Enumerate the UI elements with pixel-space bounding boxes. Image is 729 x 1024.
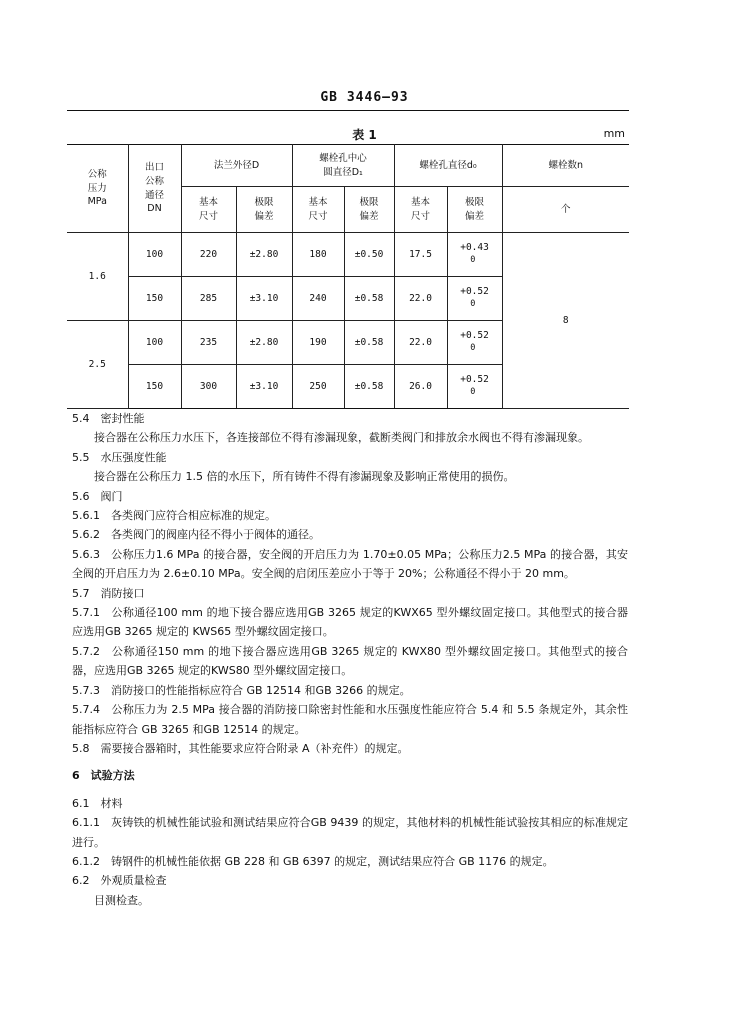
bolt-circle-tol-cell: ±0.58 bbox=[344, 321, 394, 365]
bolt-circle-tol-cell: ±0.58 bbox=[344, 365, 394, 409]
limit-deviation-header: 极限 偏差 bbox=[344, 187, 394, 233]
bolt-circle-cell: 190 bbox=[292, 321, 344, 365]
body-paragraph: 接合器在公称压力 1.5 倍的水压下，所有铸件不得有渗漏现象及影响正常使用的损伤。 bbox=[94, 470, 515, 484]
dn-cell: 100 bbox=[128, 321, 181, 365]
clause: 5.8 需要接合器箱时，其性能要求应符合附录 A（补充件）的规定。 bbox=[72, 741, 409, 755]
limit-deviation-header: 极限 偏差 bbox=[236, 187, 292, 233]
header-rule bbox=[67, 110, 629, 111]
basic-size-header: 基本 尺寸 bbox=[292, 187, 344, 233]
flange-od-tol-cell: ±2.80 bbox=[236, 321, 292, 365]
clause: 5.7.4 公称压力为 2.5 MPa 接合器的消防接口除密封性能和水压强度性能应符合 5.4 和 5.5 条规定外，其余性能指标应符合 GB 3265 和GB 12514 的规定。 bbox=[72, 703, 628, 736]
document-body bbox=[72, 409, 628, 910]
clause: 5.7.1 公称通径100 mm 的地下接合器应选用GB 3265 规定的KWX65 型外螺纹固定接口。其他型式的接合器应选用GB 3265 规定的 KWS65 型外螺纹固定接口。 bbox=[72, 606, 628, 639]
basic-size-header: 基本 尺寸 bbox=[394, 187, 447, 233]
clause: 5.6.2 各类阀门的阀座内径不得小于阀体的通径。 bbox=[72, 528, 320, 542]
section-heading: 5.4 密封性能 bbox=[72, 412, 145, 425]
bolt-hole-cell: 22.0 bbox=[394, 321, 447, 365]
bolt-circle-tol-cell: ±0.58 bbox=[344, 277, 394, 321]
flange-dimension-table bbox=[67, 144, 629, 409]
flange-od-tol-cell: ±3.10 bbox=[236, 365, 292, 409]
unit-piece-header: 个 bbox=[502, 187, 629, 233]
table-units: mm bbox=[603, 127, 625, 140]
bolt-hole-tol-cell: +0.52 0 bbox=[447, 365, 502, 409]
clause: 5.6.1 各类阀门应符合相应标准的规定。 bbox=[72, 509, 276, 523]
clause: 5.6.3 公称压力1.6 MPa 的接合器，安全阀的开启压力为 1.70±0.05 MPa；公称压力2.5 MPa 的接合器，其安全阀的开启压力为 2.6±0.10 MPa。安全阀的启闭压差应小于等于 20%；公称通径不得小于 20 mm。 bbox=[72, 547, 628, 581]
bolt-hole-cell: 26.0 bbox=[394, 365, 447, 409]
clause: 6.1.1 灰铸铁的机械性能试验和测试结果应符合GB 9439 的规定，其他材料的机械性能试验按其相应的标准规定进行。 bbox=[72, 816, 628, 849]
dn-cell: 150 bbox=[128, 277, 181, 321]
dn-header: 出口 公称 通径 DN bbox=[128, 145, 181, 233]
table-caption: 表 1 bbox=[352, 128, 377, 142]
clause: 6.1.2 铸钢件的机械性能依据 GB 228 和 GB 6397 的规定，测试结果应符合 GB 1176 的规定。 bbox=[72, 854, 554, 868]
section-heading: 6.1 材料 bbox=[72, 796, 123, 810]
section-heading: 6.2 外观质量检查 bbox=[72, 874, 167, 888]
section-heading: 5.6 阀门 bbox=[72, 489, 123, 503]
chapter-heading: 6 试验方法 bbox=[72, 769, 135, 783]
bolt-hole-tol-cell: +0.43 0 bbox=[447, 233, 502, 277]
clause: 5.7.2 公称通径150 mm 的地下接合器应选用GB 3265 规定的 KWX80 型外螺纹固定接口。其他型式的接合器，应选用GB 3265 规定的KWS80 型外螺纹固定接口。 bbox=[72, 644, 628, 678]
section-heading: 5.7 消防接口 bbox=[72, 586, 145, 600]
bolt-circle-cell: 180 bbox=[292, 233, 344, 277]
basic-size-header: 基本 尺寸 bbox=[181, 187, 236, 233]
bolt-circle-header: 螺栓孔中心 圆直径D₁ bbox=[292, 145, 394, 187]
pressure-cell: 1.6 bbox=[67, 233, 128, 321]
bolt-circle-cell: 250 bbox=[292, 365, 344, 409]
standard-number-header: GB 3446—93 bbox=[320, 90, 409, 105]
body-paragraph: 接合器在公称压力水压下，各连接部位不得有渗漏现象，截断类阀门和排放余水阀也不得有渗漏现象。 bbox=[94, 431, 589, 445]
clause: 5.7.3 消防接口的性能指标应符合 GB 12514 和GB 3266 的规定。 bbox=[72, 683, 411, 697]
table-row bbox=[67, 233, 629, 277]
section-heading: 5.5 水压强度性能 bbox=[72, 450, 167, 464]
bolt-circle-cell: 240 bbox=[292, 277, 344, 321]
bolt-hole-tol-cell: +0.52 0 bbox=[447, 321, 502, 365]
flange-od-tol-cell: ±2.80 bbox=[236, 233, 292, 277]
pressure-header: 公称 压力 MPa bbox=[67, 145, 128, 233]
bolt-count-cell: 8 bbox=[502, 233, 629, 409]
bolt-hole-tol-cell: +0.52 0 bbox=[447, 277, 502, 321]
flange-od-tol-cell: ±3.10 bbox=[236, 277, 292, 321]
bolt-hole-cell: 22.0 bbox=[394, 277, 447, 321]
flange-od-cell: 285 bbox=[181, 277, 236, 321]
bolt-hole-cell: 17.5 bbox=[394, 233, 447, 277]
dn-cell: 100 bbox=[128, 233, 181, 277]
flange-od-cell: 220 bbox=[181, 233, 236, 277]
pressure-cell: 2.5 bbox=[67, 321, 128, 409]
flange-od-cell: 235 bbox=[181, 321, 236, 365]
flange-od-cell: 300 bbox=[181, 365, 236, 409]
flange-od-header: 法兰外径D bbox=[181, 145, 292, 187]
bolt-count-header: 螺栓数n bbox=[502, 145, 629, 187]
bolt-hole-header: 螺栓孔直径d₀ bbox=[394, 145, 502, 187]
body-paragraph: 目测检查。 bbox=[94, 893, 149, 907]
limit-deviation-header: 极限 偏差 bbox=[447, 187, 502, 233]
bolt-circle-tol-cell: ±0.50 bbox=[344, 233, 394, 277]
dn-cell: 150 bbox=[128, 365, 181, 409]
